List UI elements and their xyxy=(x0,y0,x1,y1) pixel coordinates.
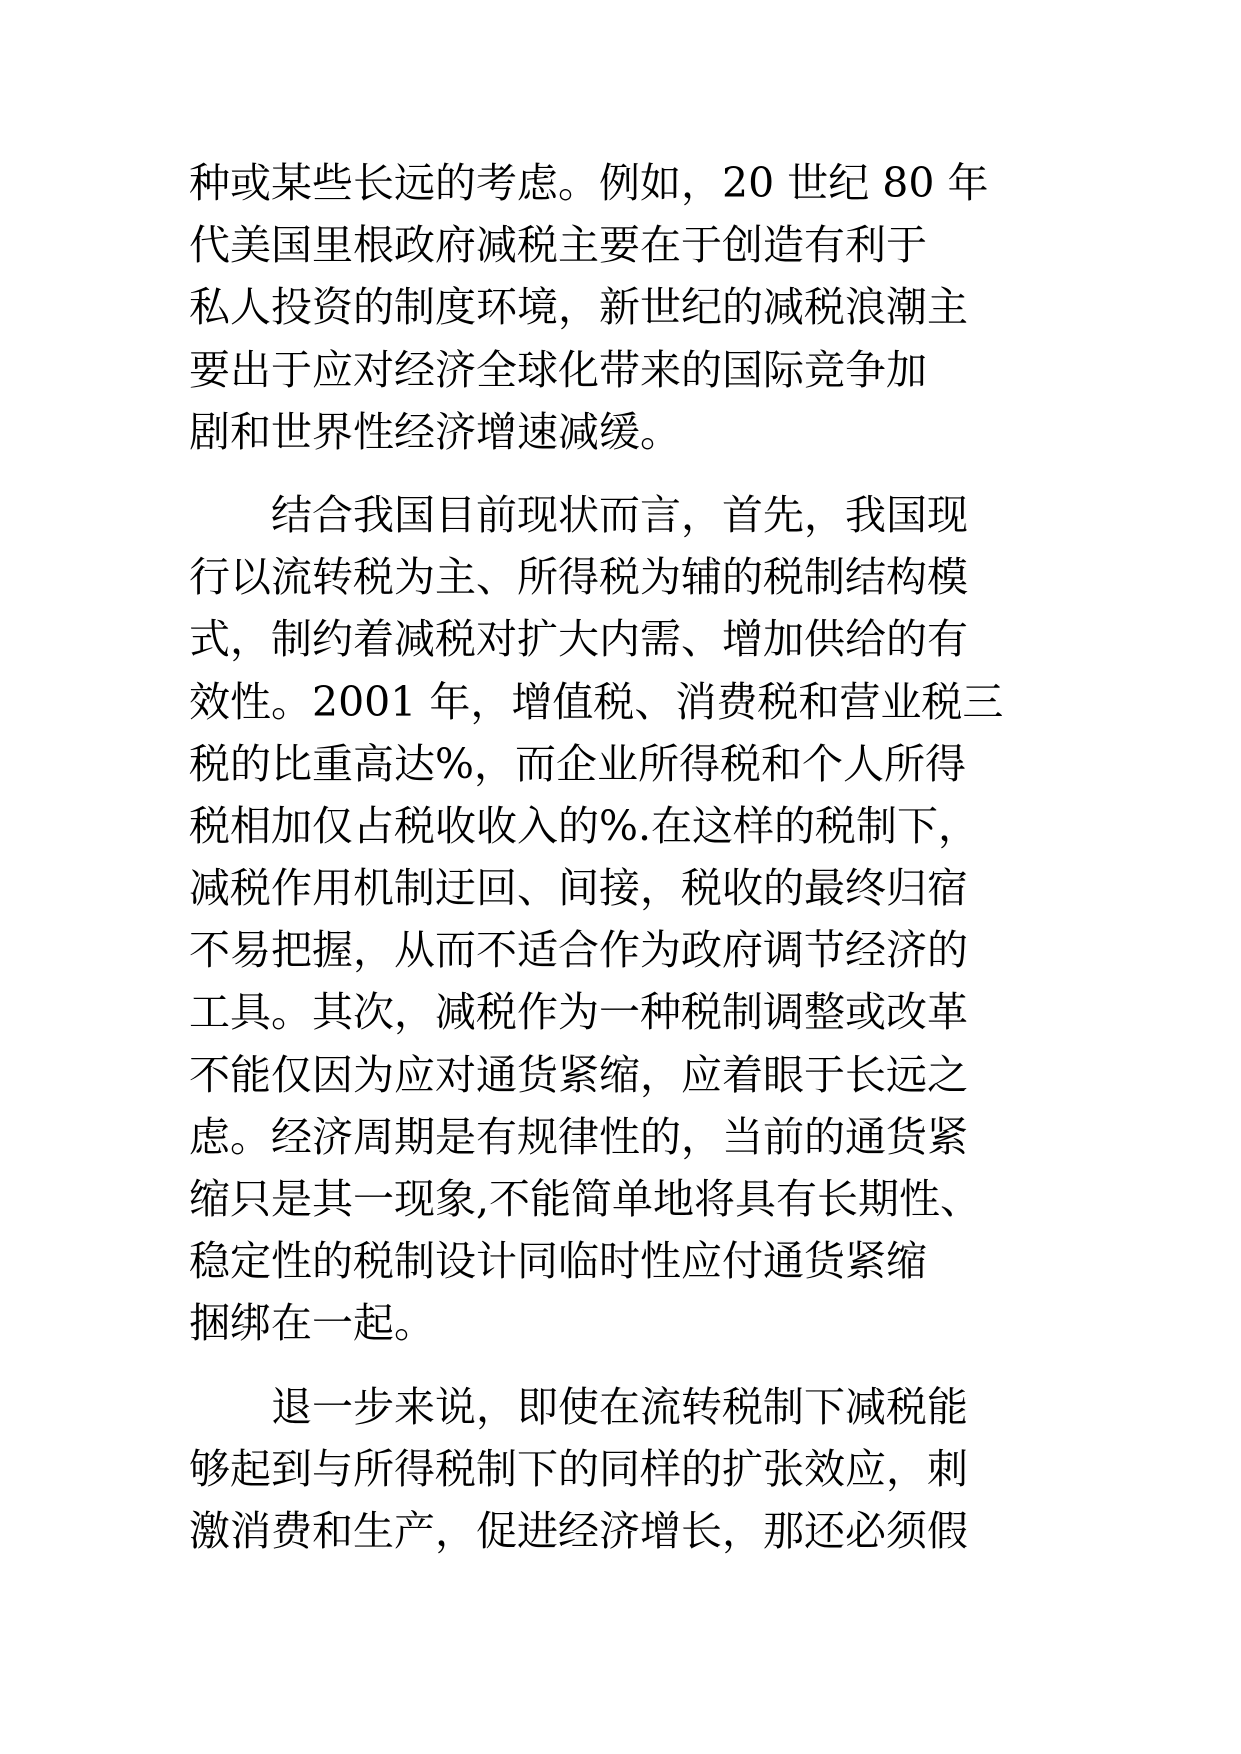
text-line: 税的比重高达%，而企业所得税和个人所得 xyxy=(189,739,966,788)
text-line: 够起到与所得税制下的同样的扩张效应，刺 xyxy=(189,1444,968,1493)
text-line: 结合我国目前现状而言，首先，我国现 xyxy=(189,490,968,539)
text-line: 缩只是其一现象,不能简单地将具有长期性、 xyxy=(189,1175,982,1223)
text-line: 减税作用机制迂回、间接，税收的最终归宿 xyxy=(189,864,968,913)
text-line: 代美国里根政府减税主要在于创造有利于 xyxy=(189,221,927,270)
paragraph-spacer xyxy=(189,1355,1069,1376)
text-line: 虑。经济周期是有规律性的，当前的通货紧 xyxy=(189,1112,968,1161)
text-line: 式，制约着减税对扩大内需、增加供给的有 xyxy=(189,615,968,664)
text-line: 不易把握，从而不适合作为政府调节经济的 xyxy=(189,926,968,975)
paragraph-3 xyxy=(189,1376,1069,1563)
text-line: 激消费和生产，促进经济增长，那还必须假 xyxy=(189,1506,968,1555)
text-line: 种或某些长远的考虑。例如，20 世纪 80 年 xyxy=(189,159,989,207)
text-line: 私人投资的制度环境，新世纪的减税浪潮主 xyxy=(189,283,968,332)
text-line: 剧和世界性经济增速减缓。 xyxy=(189,407,681,456)
text-line: 稳定性的税制设计同临时性应付通货紧缩 xyxy=(189,1237,927,1286)
text-line: 效性。2001 年，增值税、消费税和营业税三 xyxy=(189,677,1004,726)
text-line: 要出于应对经济全球化带来的国际竞争加 xyxy=(189,345,927,394)
body-text xyxy=(189,152,1069,1562)
paragraph-spacer xyxy=(189,463,1069,484)
text-line: 行以流转税为主、所得税为辅的税制结构模 xyxy=(189,553,968,602)
text-line: 退一步来说，即使在流转税制下减税能 xyxy=(189,1382,968,1431)
paragraph-2 xyxy=(189,484,1069,1355)
paragraph-1 xyxy=(189,152,1069,463)
text-line: 税相加仅占税收收入的%.在这样的税制下， xyxy=(189,801,979,850)
text-line: 不能仅因为应对通货紧缩，应着眼于长远之 xyxy=(189,1050,968,1099)
text-line: 捆绑在一起。 xyxy=(189,1299,435,1348)
text-line: 工具。其次，减税作为一种税制调整或改革 xyxy=(189,988,968,1037)
